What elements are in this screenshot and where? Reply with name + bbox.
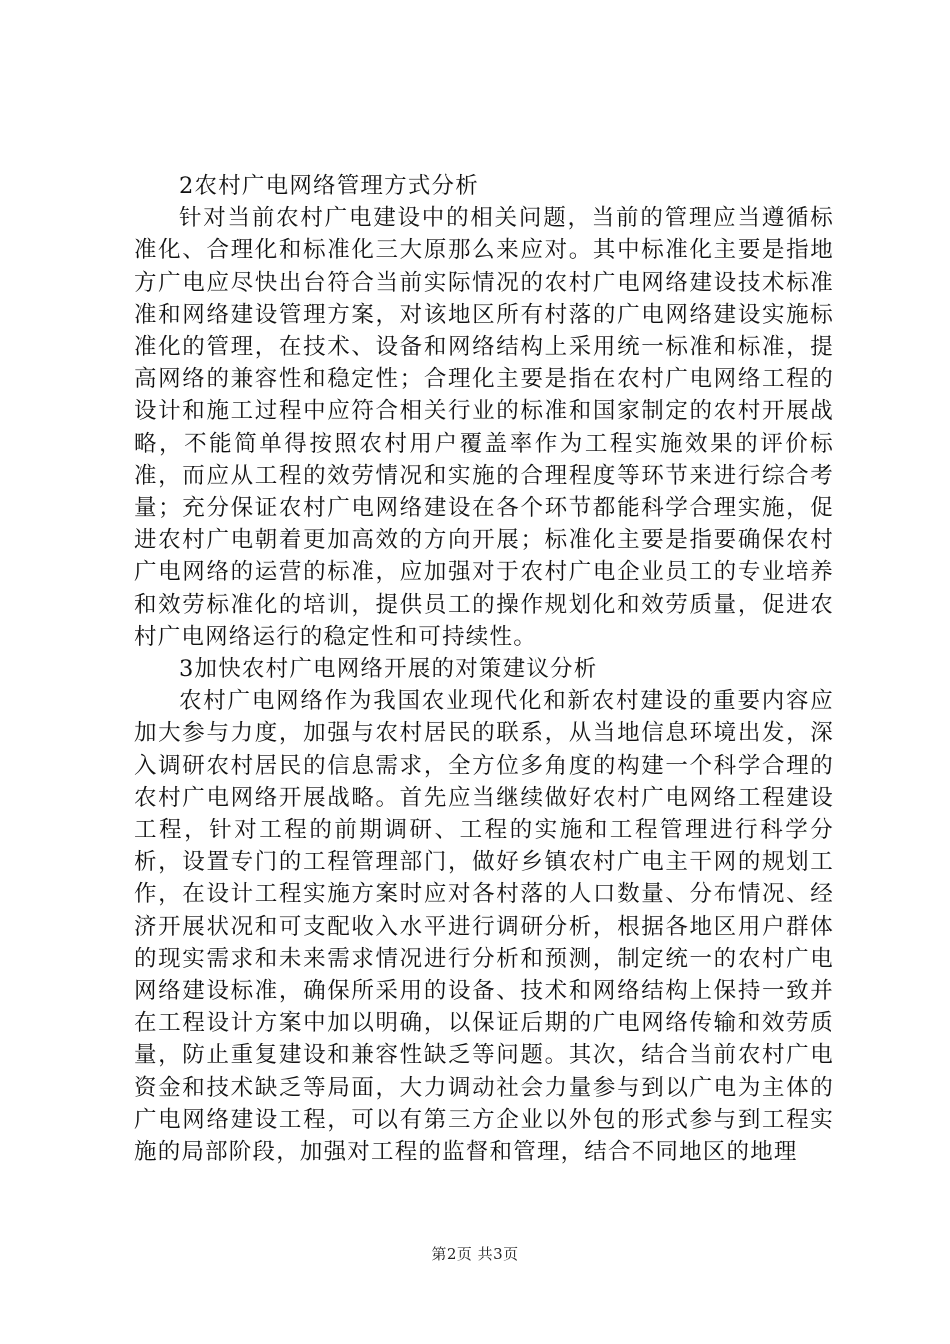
document-body	[134, 170, 834, 1168]
section-paragraph-2: 针对当前农村广电建设中的相关问题，当前的管理应当遵循标准化、合理化和标准化三大原那么来应对。其中标准化主要是指地方广电应尽快出台符合当前实际情况的农村广电网络建设技术标准准和网络建设管理方案，对该地区所有村落的广电网络建设实施标准化的管理，在技术、设备和网络结构上采用统一标准和标准，提高网络的兼容性和稳定性；合理化主要是指在农村广电网络工程的设计和施工过程中应符合相关行业的标准和国家制定的农村开展战略，不能简单得按照农村用户覆盖率作为工程实施效果的评价标准，而应从工程的效劳情况和实施的合理程度等环节来进行综合考量；充分保证农村广电网络建设在各个环节都能科学合理实施，促进农村广电朝着更加高效的方向开展；标准化主要是指要确保农村广电网络的运营的标准，应加强对于农村广电企业员工的专业培养和效劳标准化的培训，提供员工的操作规划化和效劳质量，促进农村广电网络运行的稳定性和可持续性。	[134, 205, 834, 650]
section-heading-2: 2农村广电网络管理方式分析	[179, 173, 479, 199]
page-footer: 第2页 共3页	[431, 1245, 519, 1263]
section-heading-3: 3加快农村广电网络开展的对策建议分析	[179, 656, 598, 683]
section-paragraph-3: 农村广电网络作为我国农业现代化和新农村建设的重要内容应加大参与力度，加强与农村居民的联系，从当地信息环境出发，深入调研农村居民的信息需求，全方位多角度的构建一个科学合理的农村广电网络开展战略。首先应当继续做好农村广电网络工程建设工程，针对工程的前期调研、工程的实施和工程管理进行科学分析，设置专门的工程管理部门，做好乡镇农村广电主干网的规划工作，在设计工程实施方案时应对各村落的人口数量、分布情况、经济开展状况和可支配收入水平进行调研分析，根据各地区用户群体的现实需求和未来需求情况进行分析和预测，制定统一的农村广电网络建设标准，确保所采用的设备、技术和网络结构上保持一致并在工程设计方案中加以明确，以保证后期的广电网络传输和效劳质量，防止重复建设和兼容性缺乏等问题。其次，结合当前农村广电资金和技术缺乏等局面，大力调动社会力量参与到以广电为主体的广电网络建设工程，可以有第三方企业以外包的形式参与到工程实施的局部阶段，加强对工程的监督和管理，结合不同地区的地理	[134, 688, 834, 1166]
